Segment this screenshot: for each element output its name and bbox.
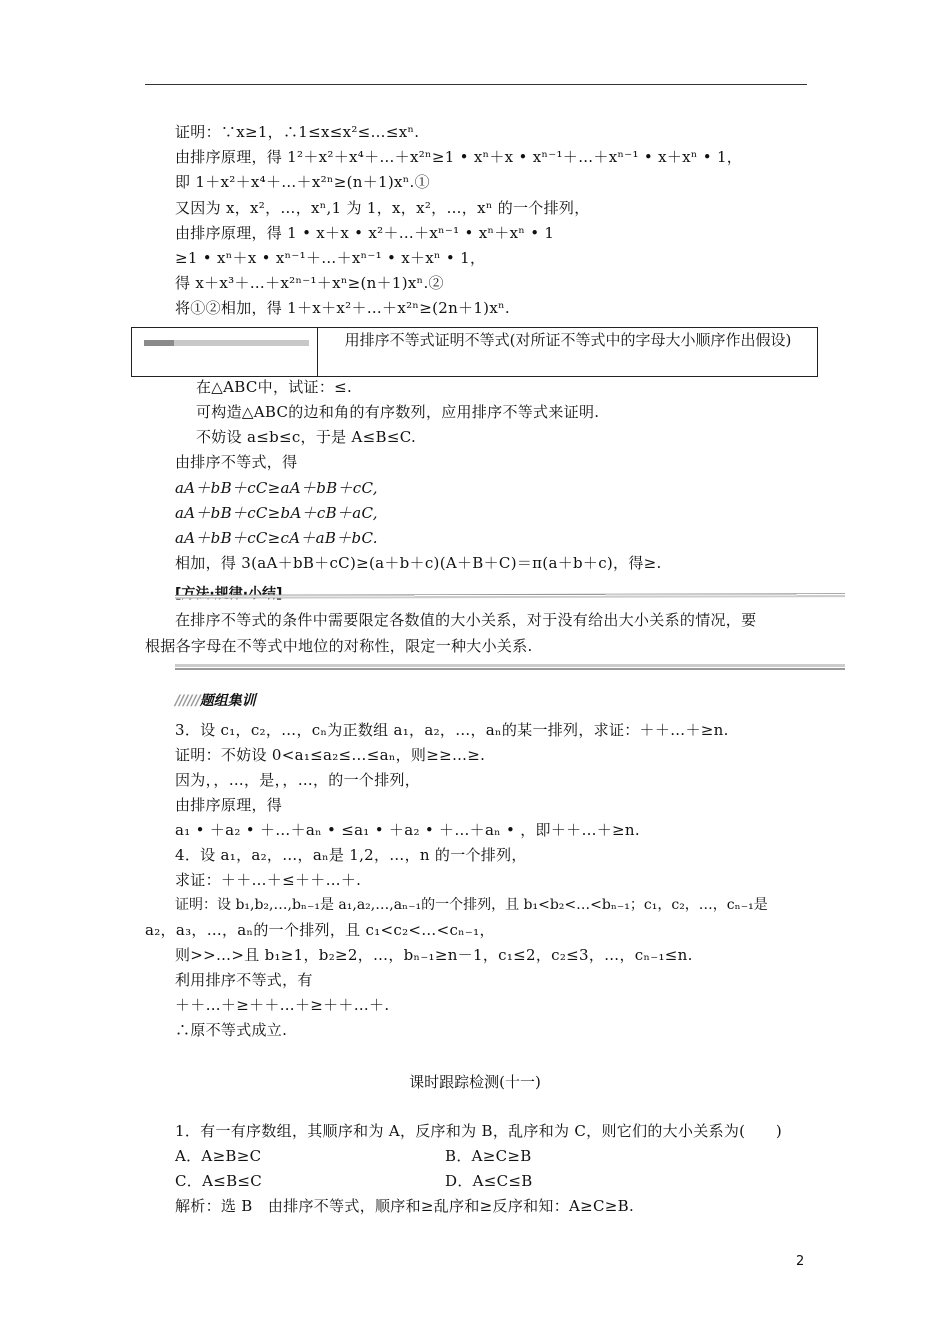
- ex2-line-5: aA＋bB＋cC≥aA＋bB＋cC,: [175, 479, 378, 497]
- group-practice-title: 题组集训: [199, 693, 256, 709]
- ex3-line-5: a₁ • ＋a₂ • ＋…＋aₙ • ≤a₁ • ＋a₂ • ＋…＋aₙ • ，即＋＋…＋≥n.: [175, 821, 640, 839]
- ex2-line-6: aA＋bB＋cC≥bA＋cB＋aC,: [175, 504, 378, 522]
- ex4-line-4: a₂，a₃，…，aₙ的一个排列，且 c₁<c₂<…<cₙ₋₁，: [145, 921, 495, 939]
- ex4-line-2: 求证：＋＋…＋≤＋＋…＋.: [175, 871, 362, 889]
- ex2-line-1: 在△ABC中，试证：≤.: [196, 378, 353, 396]
- ex3-line-1: 3．设 c₁，c₂，…，cₙ为正数组 a₁，a₂，…，aₙ的某一排列，求证：＋＋…＋≥n.: [175, 721, 729, 739]
- heading-tag-label: [144, 340, 174, 346]
- q1-option-a: A．A≥B≥C: [175, 1147, 262, 1165]
- method-line-1: 在排序不等式的条件中需要限定各数值的大小关系，对于没有给出大小关系的情况，要: [175, 611, 757, 629]
- ex4-line-5: 则>>…>且 b₁≥1，b₂≥2，…，bₙ₋₁≥n－1，c₁≤2，c₂≤3，…，cₙ₋₁≤n.: [175, 946, 693, 964]
- q1-option-d: D．A≤C≤B: [445, 1172, 533, 1190]
- proof1-line-5: 由排序原理，得 1 • x＋x • x²＋…＋xⁿ⁻¹ • xⁿ＋xⁿ • 1: [175, 224, 555, 242]
- page-number: 2: [796, 1254, 805, 1269]
- ex4-line-8: ∴原不等式成立.: [175, 1021, 288, 1039]
- proof1-line-8: 将①②相加，得 1＋x＋x²＋…＋x²ⁿ≥(2n＋1)xⁿ.: [175, 299, 510, 317]
- ex2-line-2: 可构造△ABC的边和角的有序数列，应用排序不等式来证明.: [196, 403, 600, 421]
- ex3-line-4: 由排序原理，得: [175, 796, 283, 814]
- ex2-line-7: aA＋bB＋cC≥cA＋aB＋bC.: [175, 529, 378, 547]
- q1-stem: 1．有一有序数组，其顺序和为 A，反序和为 B，乱序和为 C，则它们的大小关系为( ): [175, 1122, 783, 1140]
- section-title: 课时跟踪检测(十一): [409, 1073, 541, 1091]
- ex4-line-6: 利用排序不等式，有: [175, 971, 313, 989]
- ex3-line-2: 证明：不妨设 0<a₁≤a₂≤…≤aₙ，则≥≥…≥.: [175, 746, 486, 764]
- method-summary-heading: [175, 583, 282, 603]
- decorative-slashes: //////: [175, 693, 200, 709]
- q1-option-b: B．A≥C≥B: [445, 1147, 532, 1165]
- ex2-line-8: 相加，得 3(aA＋bB＋cC)≥(a＋b＋c)(A＋B＋C)＝π(a＋b＋c)，得≥.: [175, 554, 662, 572]
- q1-option-c: C．A≤B≤C: [175, 1172, 263, 1190]
- q1-answer: 解析：选 B 由排序不等式，顺序和≥乱序和≥反序和知：A≥C≥B.: [175, 1197, 635, 1215]
- ex4-line-3: 证明：设 b₁,b₂,…,bₙ₋₁是 a₁,a₂,…,aₙ₋₁的一个排列，且 b₁<b₂<…<bₙ₋₁；c₁，c₂，…，cₙ₋₁是: [175, 897, 768, 913]
- ex2-line-3: 不妨设 a≤b≤c，于是 A≤B≤C.: [196, 428, 417, 446]
- heading-title: 用排序不等式证明不等式(对所证不等式中的字母大小顺序作出假设): [344, 331, 792, 349]
- proof1-line-3: 即 1＋x²＋x⁴＋…＋x²ⁿ≥(n＋1)xⁿ.①: [175, 173, 430, 191]
- header-rule: [145, 84, 807, 85]
- method-line-2: 根据各字母在不等式中地位的对称性，限定一种大小关系.: [145, 637, 533, 655]
- section-heading-box: [131, 327, 818, 377]
- ex3-line-3: 因为，，…，是，，…，的一个排列，: [175, 771, 421, 789]
- method-top-rule: [175, 593, 845, 599]
- ex4-line-7: ＋＋…＋≥＋＋…＋≥＋＋…＋.: [175, 996, 390, 1014]
- method-bottom-rule: [175, 664, 845, 670]
- group-practice-heading: [175, 690, 256, 710]
- proof1-line-1: 证明：∵x≥1，∴1≤x≤x²≤…≤xⁿ.: [175, 123, 420, 141]
- heading-tag-cell: [132, 328, 318, 376]
- ex2-line-4: 由排序不等式，得: [175, 453, 298, 471]
- ex4-line-1: 4．设 a₁，a₂，…，aₙ是 1,2，…，n 的一个排列，: [175, 846, 527, 864]
- proof1-line-6: ≥1 • xⁿ＋x • xⁿ⁻¹＋…＋xⁿ⁻¹ • x＋xⁿ • 1，: [175, 249, 486, 267]
- proof1-line-7: 得 x＋x³＋…＋x²ⁿ⁻¹＋xⁿ≥(n＋1)xⁿ.②: [175, 274, 444, 292]
- proof1-line-2: 由排序原理，得 1²＋x²＋x⁴＋…＋x²ⁿ≥1 • xⁿ＋x • xⁿ⁻¹＋…＋xⁿ⁻¹ • x＋xⁿ • 1，: [175, 148, 743, 166]
- proof1-line-4: 又因为 x，x²，…，xⁿ,1 为 1，x，x²，…，xⁿ 的一个排列，: [175, 199, 590, 217]
